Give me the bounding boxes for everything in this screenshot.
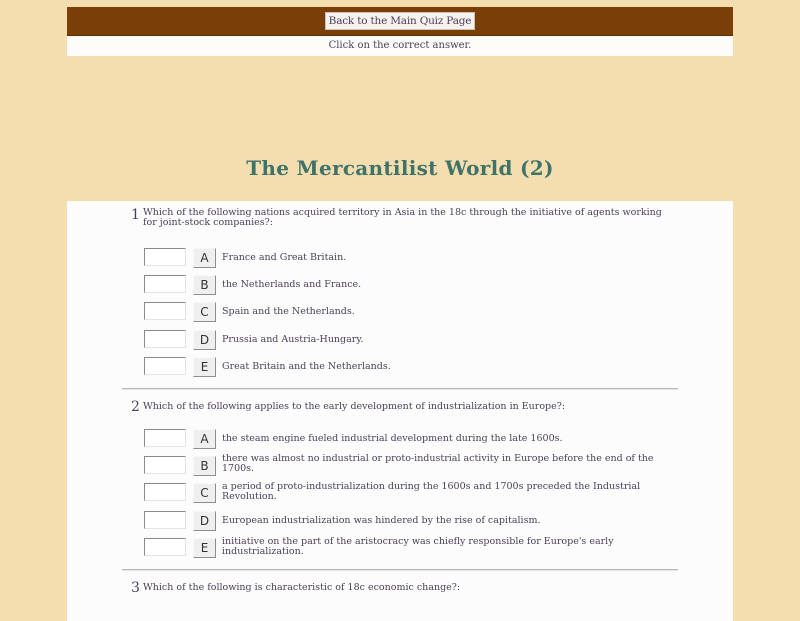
answer-button-e[interactable]: E xyxy=(193,538,216,558)
question-number: 3 xyxy=(131,580,140,596)
option-text: the steam engine fueled industrial development during the late 1600s. xyxy=(222,433,563,444)
option-text: a period of proto-industrialization during the 1600s and 1700s preceded the Industrial Revolution. xyxy=(222,481,641,502)
answer-input-a[interactable] xyxy=(144,429,186,447)
question-number: 1 xyxy=(131,207,140,223)
answer-button-d[interactable]: D xyxy=(193,330,216,350)
answer-button-e[interactable]: E xyxy=(193,357,216,377)
answer-button-b[interactable]: B xyxy=(193,456,216,476)
option-text: Spain and the Netherlands. xyxy=(222,306,355,317)
option-text: initiative on the part of the aristocracy was chiefly responsible for Europe's early industrialization. xyxy=(222,536,614,557)
answer-input-e[interactable] xyxy=(144,357,186,375)
option-text: Prussia and Austria-Hungary. xyxy=(222,334,364,345)
answer-input-c[interactable] xyxy=(144,302,186,320)
option-row-d xyxy=(144,330,684,350)
answer-input-b[interactable] xyxy=(144,456,186,474)
answer-button-c[interactable]: C xyxy=(193,483,216,503)
option-row-e xyxy=(144,357,684,377)
answer-input-d[interactable] xyxy=(144,511,186,529)
question-divider xyxy=(122,569,678,571)
question-text: Which of the following applies to the early development of industrialization in Europe?: xyxy=(143,401,566,412)
answer-button-a[interactable]: A xyxy=(193,429,216,449)
option-row-a xyxy=(144,248,684,268)
answer-input-d[interactable] xyxy=(144,330,186,348)
answer-button-b[interactable]: B xyxy=(193,275,216,295)
option-text: the Netherlands and France. xyxy=(222,279,362,290)
question-divider xyxy=(122,388,678,390)
option-text: France and Great Britain. xyxy=(222,252,347,263)
option-text: there was almost no industrial or proto-industrial activity in Europe before the end of the 1700s. xyxy=(222,453,654,474)
answer-button-c[interactable]: C xyxy=(193,302,216,322)
option-text: Great Britain and the Netherlands. xyxy=(222,361,391,372)
page-title: The Mercantilist World (2) xyxy=(246,156,554,180)
option-row-b xyxy=(144,453,684,476)
answer-input-b[interactable] xyxy=(144,275,186,293)
header-bar xyxy=(67,7,733,36)
option-row-c xyxy=(144,302,684,322)
question-number: 2 xyxy=(131,399,140,415)
answer-input-c[interactable] xyxy=(144,483,186,501)
option-row-d xyxy=(144,511,684,531)
answer-input-e[interactable] xyxy=(144,538,186,556)
answer-button-a[interactable]: A xyxy=(193,248,216,268)
answer-button-d[interactable]: D xyxy=(193,511,216,531)
question-text: Which of the following nations acquired territory in Asia in the 18c through the initiative of agents working for joint-stock companies?: xyxy=(143,207,662,228)
answer-input-a[interactable] xyxy=(144,248,186,266)
option-text: European industrialization was hindered by the rise of capitalism. xyxy=(222,515,541,526)
option-row-c xyxy=(144,483,684,503)
option-row-e xyxy=(144,538,684,558)
instructions-text: Click on the correct answer. xyxy=(67,36,733,56)
question-text: Which of the following is characteristic of 18c economic change?: xyxy=(143,582,461,593)
option-row-b xyxy=(144,275,684,295)
quiz-panel xyxy=(67,201,733,621)
option-row-a xyxy=(144,429,684,449)
back-to-main-quiz-button[interactable]: Back to the Main Quiz Page xyxy=(325,12,476,30)
